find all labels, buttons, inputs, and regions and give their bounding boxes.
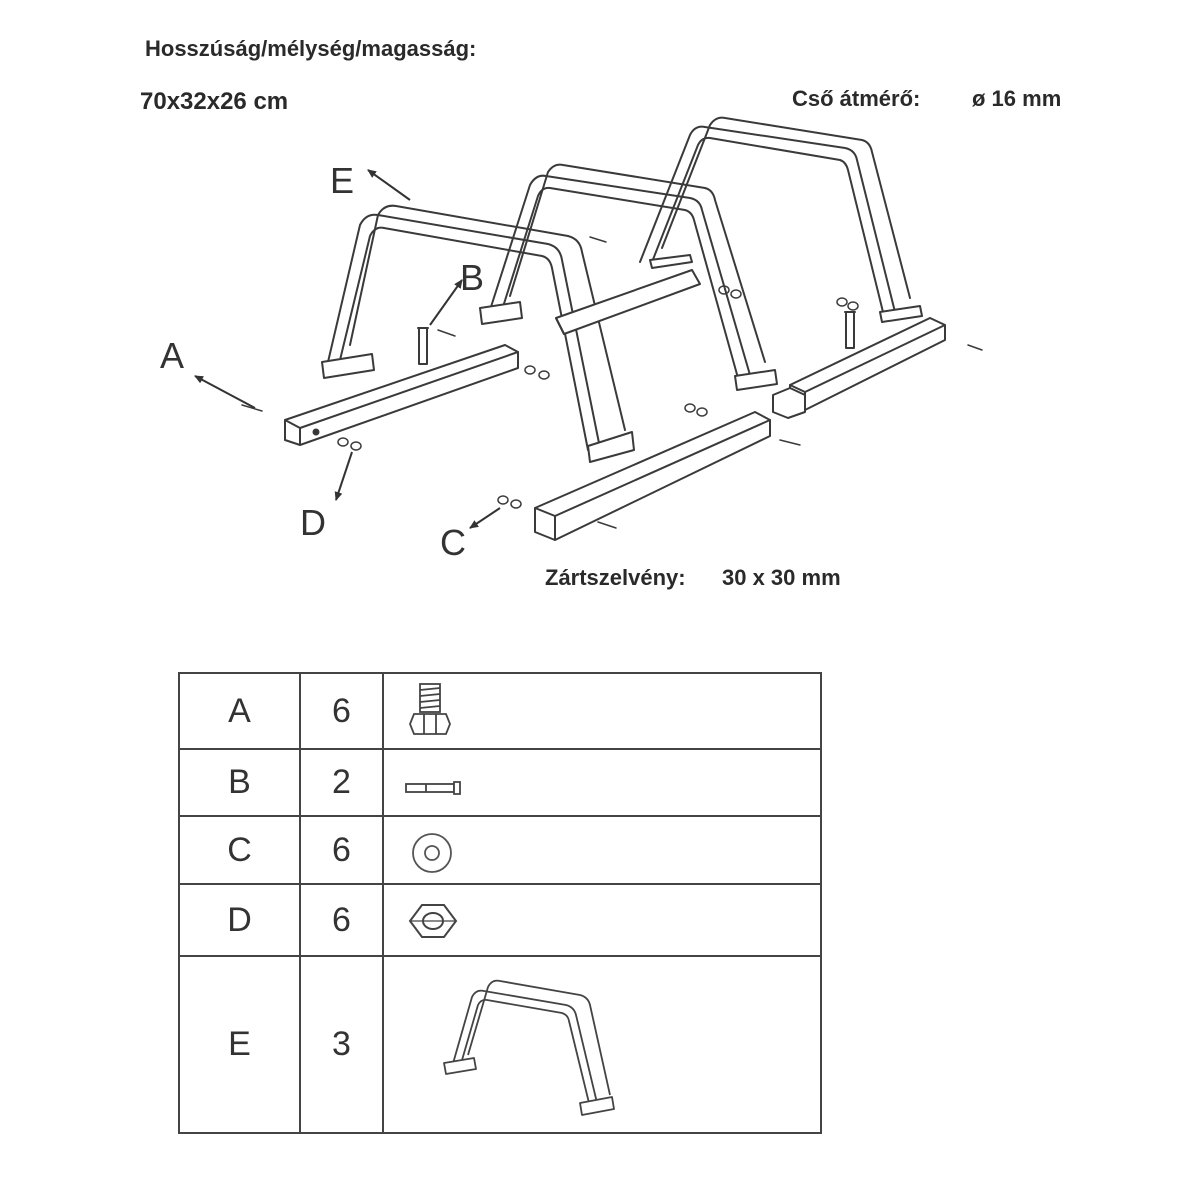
- callout-arrow-b: [430, 280, 462, 325]
- base-rail-left: [285, 345, 518, 445]
- base-rail-right: [773, 318, 945, 418]
- table-row: [179, 749, 821, 816]
- bolt-icon: [384, 674, 826, 750]
- part-quantity: 6: [300, 884, 383, 956]
- callout-label-e: E: [330, 160, 355, 201]
- callout-label-c: C: [440, 522, 466, 563]
- pin-left: [418, 328, 428, 364]
- callout-arrow-c: [470, 508, 500, 528]
- callout-arrow-d: [336, 452, 352, 500]
- part-letter: C: [179, 816, 300, 884]
- frame-icon: [384, 957, 826, 1134]
- cross-tube: [556, 270, 700, 334]
- part-quantity: 2: [300, 749, 383, 816]
- nut-icon: [384, 885, 826, 957]
- part-letter: A: [179, 673, 300, 749]
- pin-icon: [384, 750, 826, 817]
- pipe-diameter-label: Cső átmérő:: [792, 86, 921, 111]
- part-quantity: 3: [300, 956, 383, 1133]
- callout-arrow-a: [195, 376, 255, 408]
- table-row: [179, 816, 821, 884]
- section-profile-label: Zártszelvény:: [545, 565, 686, 590]
- part-image-cell: [383, 816, 821, 884]
- table-row: [179, 884, 821, 956]
- part-image-cell: [383, 884, 821, 956]
- callout-label-a: A: [160, 335, 185, 376]
- part-image-cell: [383, 749, 821, 816]
- callout-arrow-e: [368, 170, 410, 200]
- part-letter: E: [179, 956, 300, 1133]
- callout-label-b: B: [460, 257, 485, 298]
- part-letter: D: [179, 884, 300, 956]
- frame-middle: [480, 165, 777, 390]
- dimensions-value: 70x32x26 cm: [140, 88, 289, 115]
- section-profile-value: 30 x 30 mm: [722, 565, 841, 590]
- base-rail-front: [535, 412, 770, 540]
- part-image-cell: [383, 673, 821, 749]
- frame-front-left: [322, 206, 634, 462]
- part-quantity: 6: [300, 816, 383, 884]
- table-row: [179, 673, 821, 749]
- pipe-diameter-value: ø 16 mm: [972, 86, 1062, 111]
- pin-right: [845, 312, 855, 348]
- part-image-cell: [383, 956, 821, 1133]
- table-row: [179, 956, 821, 1133]
- washer-icon: [384, 817, 826, 885]
- part-letter: B: [179, 749, 300, 816]
- dimensions-label: Hosszúság/mélység/magasság:: [145, 36, 477, 61]
- parts-table: [178, 672, 822, 1134]
- part-quantity: 6: [300, 673, 383, 749]
- callout-label-d: D: [300, 502, 326, 543]
